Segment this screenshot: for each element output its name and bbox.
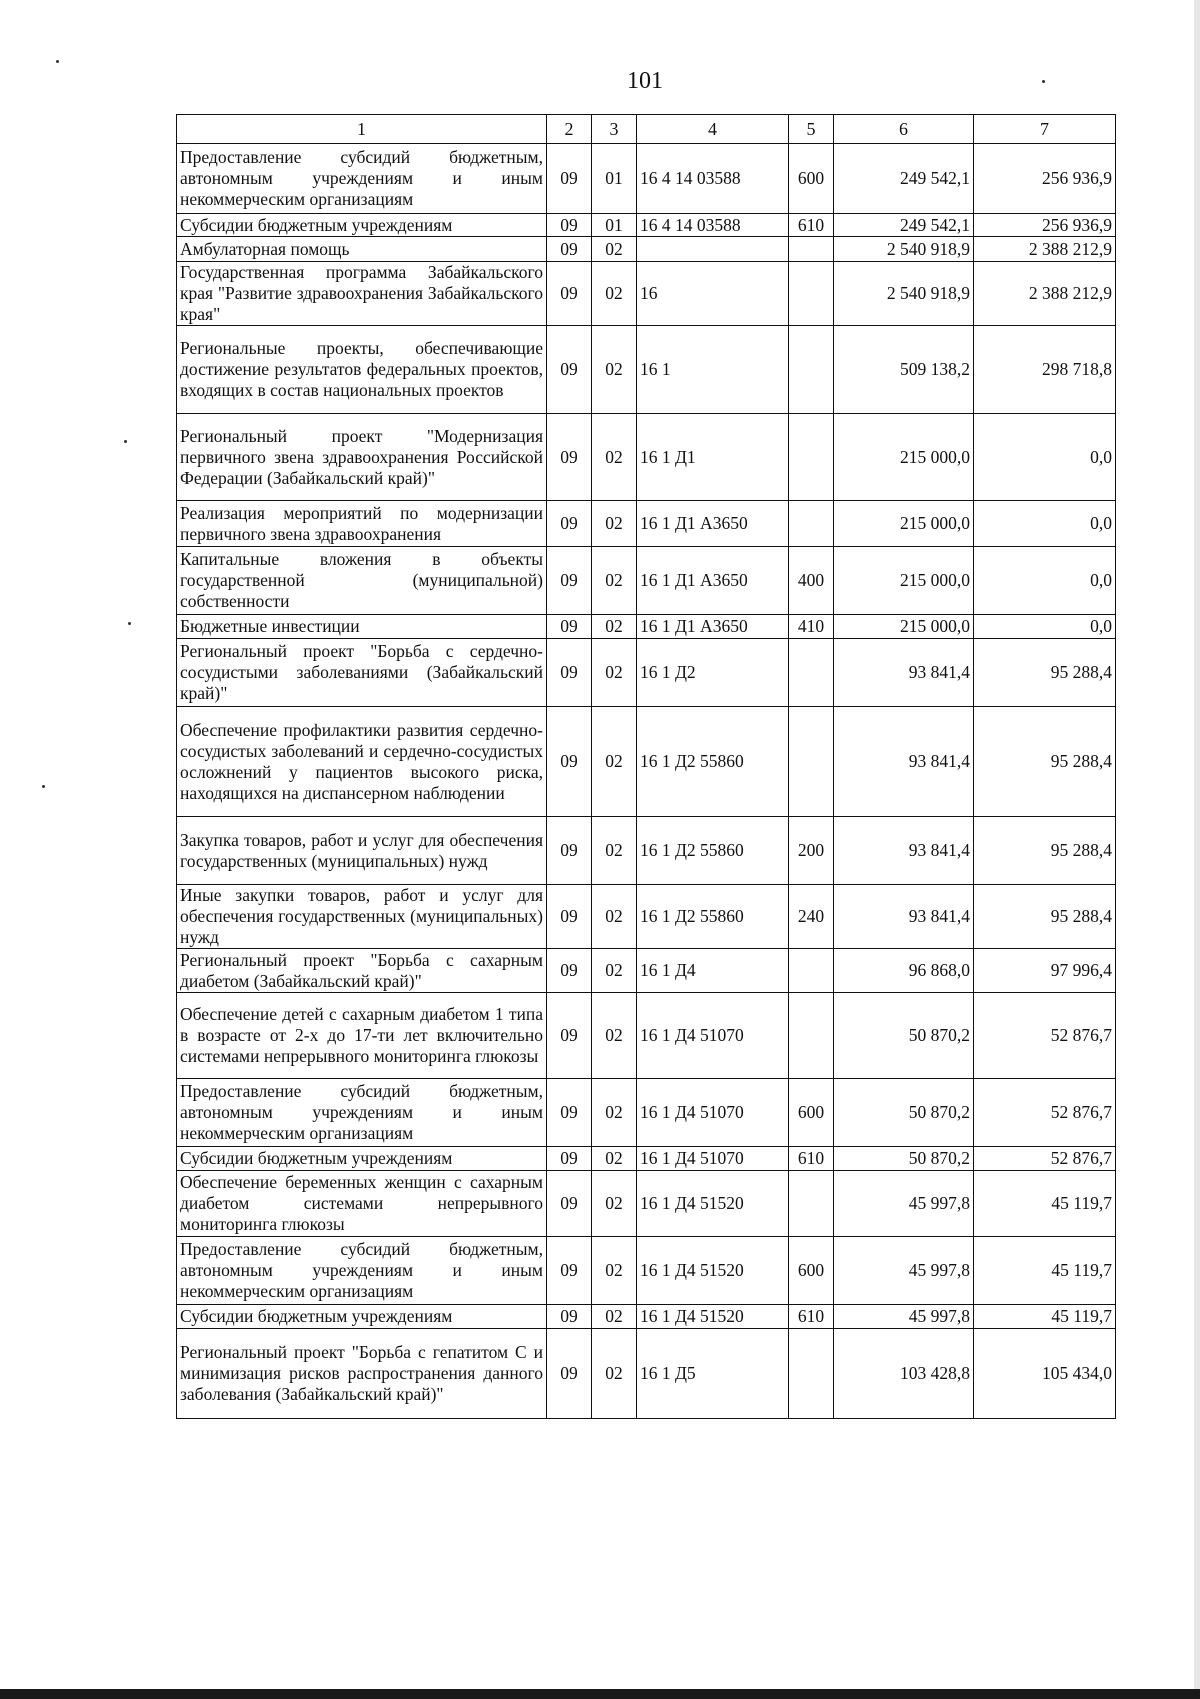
- scan-speck: [56, 60, 59, 63]
- subsection-code: 02: [592, 1329, 637, 1419]
- section-code: 09: [547, 707, 592, 817]
- row-name: Региональные проекты, обеспечивающие достижение результатов федеральных проектов, входящих в состав национальных проектов: [177, 326, 547, 414]
- target-article-code: 16 1 Д2 55860: [637, 707, 789, 817]
- target-article-code: 16: [637, 262, 789, 326]
- row-name: Региональный проект "Борьба с сердечно-сосудистыми заболеваниями (Забайкальский край)": [177, 639, 547, 707]
- row-name: Амбулаторная помощь: [177, 237, 547, 262]
- table-row: [177, 1329, 1116, 1419]
- page-number: 101: [627, 68, 663, 94]
- expense-type-code: 240: [789, 885, 834, 949]
- target-article-code: 16 1 Д4 51070: [637, 993, 789, 1079]
- expense-type-code: [789, 1171, 834, 1237]
- expense-type-code: 400: [789, 547, 834, 615]
- amount-year-1: 50 870,2: [834, 1079, 974, 1147]
- expense-type-code: [789, 262, 834, 326]
- expense-type-code: 600: [789, 144, 834, 214]
- table-row: [177, 949, 1116, 993]
- table-row: [177, 639, 1116, 707]
- amount-year-2: 52 876,7: [974, 993, 1116, 1079]
- target-article-code: 16 1 Д4 51520: [637, 1171, 789, 1237]
- amount-year-1: 45 997,8: [834, 1305, 974, 1329]
- scan-speck: [42, 785, 45, 788]
- section-code: 09: [547, 237, 592, 262]
- amount-year-1: 215 000,0: [834, 547, 974, 615]
- row-name: Обеспечение профилактики развития сердечно-сосудистых заболеваний и сердечно-сосудистых осложнений у пациентов высокого риска, находящихся на диспансерном наблюдении: [177, 707, 547, 817]
- target-article-code: 16 1 Д4: [637, 949, 789, 993]
- table-row: [177, 262, 1116, 326]
- subsection-code: 02: [592, 262, 637, 326]
- col-header-5: 5: [789, 115, 834, 144]
- amount-year-1: 50 870,2: [834, 1147, 974, 1171]
- table-row: [177, 707, 1116, 817]
- section-code: 09: [547, 1147, 592, 1171]
- expense-type-code: 600: [789, 1237, 834, 1305]
- amount-year-1: 2 540 918,9: [834, 237, 974, 262]
- amount-year-2: 0,0: [974, 547, 1116, 615]
- subsection-code: 01: [592, 144, 637, 214]
- table-row: [177, 1237, 1116, 1305]
- section-code: 09: [547, 885, 592, 949]
- subsection-code: 02: [592, 707, 637, 817]
- table-row: [177, 237, 1116, 262]
- col-header-1: 1: [177, 115, 547, 144]
- table-row: [177, 1079, 1116, 1147]
- section-code: 09: [547, 639, 592, 707]
- target-article-code: 16 1 Д2: [637, 639, 789, 707]
- amount-year-1: 215 000,0: [834, 501, 974, 547]
- row-name: Предоставление субсидий бюджетным, автономным учреждениям и иным некоммерческим организациям: [177, 144, 547, 214]
- amount-year-1: 93 841,4: [834, 639, 974, 707]
- section-code: 09: [547, 1305, 592, 1329]
- col-header-6: 6: [834, 115, 974, 144]
- amount-year-1: 50 870,2: [834, 993, 974, 1079]
- row-name: Обеспечение беременных женщин с сахарным диабетом системами непрерывного мониторинга глюкозы: [177, 1171, 547, 1237]
- section-code: 09: [547, 1171, 592, 1237]
- table-row: [177, 885, 1116, 949]
- row-name: Субсидии бюджетным учреждениям: [177, 1147, 547, 1171]
- expense-type-code: [789, 639, 834, 707]
- row-name: Капитальные вложения в объекты государственной (муниципальной) собственности: [177, 547, 547, 615]
- target-article-code: 16 4 14 03588: [637, 144, 789, 214]
- row-name: Региональный проект "Модернизация первичного звена здравоохранения Российской Федерации (Забайкальский край)": [177, 414, 547, 501]
- expense-type-code: [789, 707, 834, 817]
- row-name: Региональный проект "Борьба с сахарным диабетом (Забайкальский край)": [177, 949, 547, 993]
- amount-year-2: 52 876,7: [974, 1079, 1116, 1147]
- amount-year-1: 215 000,0: [834, 615, 974, 639]
- section-code: 09: [547, 949, 592, 993]
- expense-type-code: 610: [789, 1305, 834, 1329]
- subsection-code: 02: [592, 414, 637, 501]
- row-name: Субсидии бюджетным учреждениям: [177, 1305, 547, 1329]
- section-code: 09: [547, 144, 592, 214]
- header-row: [177, 115, 1116, 144]
- amount-year-2: 0,0: [974, 501, 1116, 547]
- section-code: 09: [547, 214, 592, 237]
- target-article-code: 16 1 Д1 А3650: [637, 501, 789, 547]
- row-name: Реализация мероприятий по модернизации первичного звена здравоохранения: [177, 501, 547, 547]
- expense-type-code: [789, 237, 834, 262]
- amount-year-2: 0,0: [974, 615, 1116, 639]
- amount-year-2: 2 388 212,9: [974, 237, 1116, 262]
- target-article-code: 16 1 Д5: [637, 1329, 789, 1419]
- amount-year-1: 509 138,2: [834, 326, 974, 414]
- amount-year-2: 256 936,9: [974, 214, 1116, 237]
- target-article-code: 16 1 Д4 51070: [637, 1147, 789, 1171]
- row-name: Предоставление субсидий бюджетным, автономным учреждениям и иным некоммерческим организациям: [177, 1237, 547, 1305]
- expense-type-code: 610: [789, 1147, 834, 1171]
- col-header-4: 4: [637, 115, 789, 144]
- expense-type-code: 610: [789, 214, 834, 237]
- scan-edge: [1194, 0, 1200, 1699]
- col-header-2: 2: [547, 115, 592, 144]
- table-row: [177, 547, 1116, 615]
- row-name: Региональный проект "Борьба с гепатитом С и минимизация рисков распространения данного заболевания (Забайкальский край)": [177, 1329, 547, 1419]
- amount-year-2: 45 119,7: [974, 1171, 1116, 1237]
- target-article-code: 16 1 Д4 51520: [637, 1305, 789, 1329]
- table-row: [177, 1147, 1116, 1171]
- table-row: [177, 817, 1116, 885]
- table-row: [177, 1305, 1116, 1329]
- subsection-code: 02: [592, 501, 637, 547]
- section-code: 09: [547, 547, 592, 615]
- subsection-code: 02: [592, 615, 637, 639]
- subsection-code: 02: [592, 1171, 637, 1237]
- budget-table: [176, 114, 1116, 1419]
- amount-year-2: 0,0: [974, 414, 1116, 501]
- subsection-code: 02: [592, 1147, 637, 1171]
- section-code: 09: [547, 1329, 592, 1419]
- amount-year-2: 105 434,0: [974, 1329, 1116, 1419]
- expense-type-code: [789, 949, 834, 993]
- subsection-code: 02: [592, 993, 637, 1079]
- amount-year-2: 95 288,4: [974, 817, 1116, 885]
- amount-year-2: 45 119,7: [974, 1305, 1116, 1329]
- subsection-code: 02: [592, 237, 637, 262]
- table-row: [177, 326, 1116, 414]
- amount-year-2: 2 388 212,9: [974, 262, 1116, 326]
- section-code: 09: [547, 501, 592, 547]
- scan-speck: [124, 440, 127, 443]
- expense-type-code: 410: [789, 615, 834, 639]
- amount-year-1: 96 868,0: [834, 949, 974, 993]
- row-name: Иные закупки товаров, работ и услуг для обеспечения государственных (муниципальных) нужд: [177, 885, 547, 949]
- col-header-7: 7: [974, 115, 1116, 144]
- subsection-code: 02: [592, 547, 637, 615]
- subsection-code: 02: [592, 1079, 637, 1147]
- amount-year-2: 95 288,4: [974, 885, 1116, 949]
- table-row: [177, 993, 1116, 1079]
- amount-year-2: 45 119,7: [974, 1237, 1116, 1305]
- amount-year-2: 97 996,4: [974, 949, 1116, 993]
- amount-year-1: 215 000,0: [834, 414, 974, 501]
- row-name: Предоставление субсидий бюджетным, автономным учреждениям и иным некоммерческим организациям: [177, 1079, 547, 1147]
- amount-year-2: 298 718,8: [974, 326, 1116, 414]
- section-code: 09: [547, 615, 592, 639]
- amount-year-1: 45 997,8: [834, 1237, 974, 1305]
- section-code: 09: [547, 817, 592, 885]
- table-row: [177, 615, 1116, 639]
- target-article-code: 16 1 Д4 51520: [637, 1237, 789, 1305]
- subsection-code: 02: [592, 639, 637, 707]
- target-article-code: [637, 237, 789, 262]
- target-article-code: 16 1 Д1 А3650: [637, 615, 789, 639]
- section-code: 09: [547, 993, 592, 1079]
- subsection-code: 02: [592, 1305, 637, 1329]
- expense-type-code: [789, 326, 834, 414]
- section-code: 09: [547, 414, 592, 501]
- amount-year-1: 249 542,1: [834, 144, 974, 214]
- amount-year-2: 52 876,7: [974, 1147, 1116, 1171]
- row-name: Субсидии бюджетным учреждениям: [177, 214, 547, 237]
- scan-bottom-bar: [0, 1689, 1200, 1699]
- amount-year-1: 93 841,4: [834, 885, 974, 949]
- expense-type-code: [789, 993, 834, 1079]
- row-name: Закупка товаров, работ и услуг для обеспечения государственных (муниципальных) нужд: [177, 817, 547, 885]
- amount-year-1: 103 428,8: [834, 1329, 974, 1419]
- table-row: [177, 1171, 1116, 1237]
- subsection-code: 02: [592, 326, 637, 414]
- subsection-code: 02: [592, 885, 637, 949]
- expense-type-code: [789, 1329, 834, 1419]
- subsection-code: 01: [592, 214, 637, 237]
- subsection-code: 02: [592, 1237, 637, 1305]
- table-row: [177, 214, 1116, 237]
- amount-year-1: 2 540 918,9: [834, 262, 974, 326]
- expense-type-code: 600: [789, 1079, 834, 1147]
- section-code: 09: [547, 262, 592, 326]
- amount-year-2: 95 288,4: [974, 639, 1116, 707]
- amount-year-1: 93 841,4: [834, 817, 974, 885]
- expense-type-code: 200: [789, 817, 834, 885]
- col-header-3: 3: [592, 115, 637, 144]
- table-row: [177, 501, 1116, 547]
- target-article-code: 16 1 Д1 А3650: [637, 547, 789, 615]
- scan-speck: [128, 622, 131, 625]
- amount-year-1: 93 841,4: [834, 707, 974, 817]
- row-name: Бюджетные инвестиции: [177, 615, 547, 639]
- section-code: 09: [547, 326, 592, 414]
- table-body: [177, 144, 1116, 1419]
- section-code: 09: [547, 1079, 592, 1147]
- expense-type-code: [789, 501, 834, 547]
- amount-year-1: 45 997,8: [834, 1171, 974, 1237]
- table-row: [177, 414, 1116, 501]
- amount-year-1: 249 542,1: [834, 214, 974, 237]
- subsection-code: 02: [592, 949, 637, 993]
- target-article-code: 16 4 14 03588: [637, 214, 789, 237]
- target-article-code: 16 1 Д4 51070: [637, 1079, 789, 1147]
- subsection-code: 02: [592, 817, 637, 885]
- target-article-code: 16 1: [637, 326, 789, 414]
- row-name: Обеспечение детей с сахарным диабетом 1 типа в возрасте от 2-х до 17-ти лет включительно системами непрерывного мониторинга глюкозы: [177, 993, 547, 1079]
- amount-year-2: 95 288,4: [974, 707, 1116, 817]
- amount-year-2: 256 936,9: [974, 144, 1116, 214]
- section-code: 09: [547, 1237, 592, 1305]
- target-article-code: 16 1 Д2 55860: [637, 817, 789, 885]
- row-name: Государственная программа Забайкальского края "Развитие здравоохранения Забайкальского края": [177, 262, 547, 326]
- target-article-code: 16 1 Д1: [637, 414, 789, 501]
- table-row: [177, 144, 1116, 214]
- expense-type-code: [789, 414, 834, 501]
- target-article-code: 16 1 Д2 55860: [637, 885, 789, 949]
